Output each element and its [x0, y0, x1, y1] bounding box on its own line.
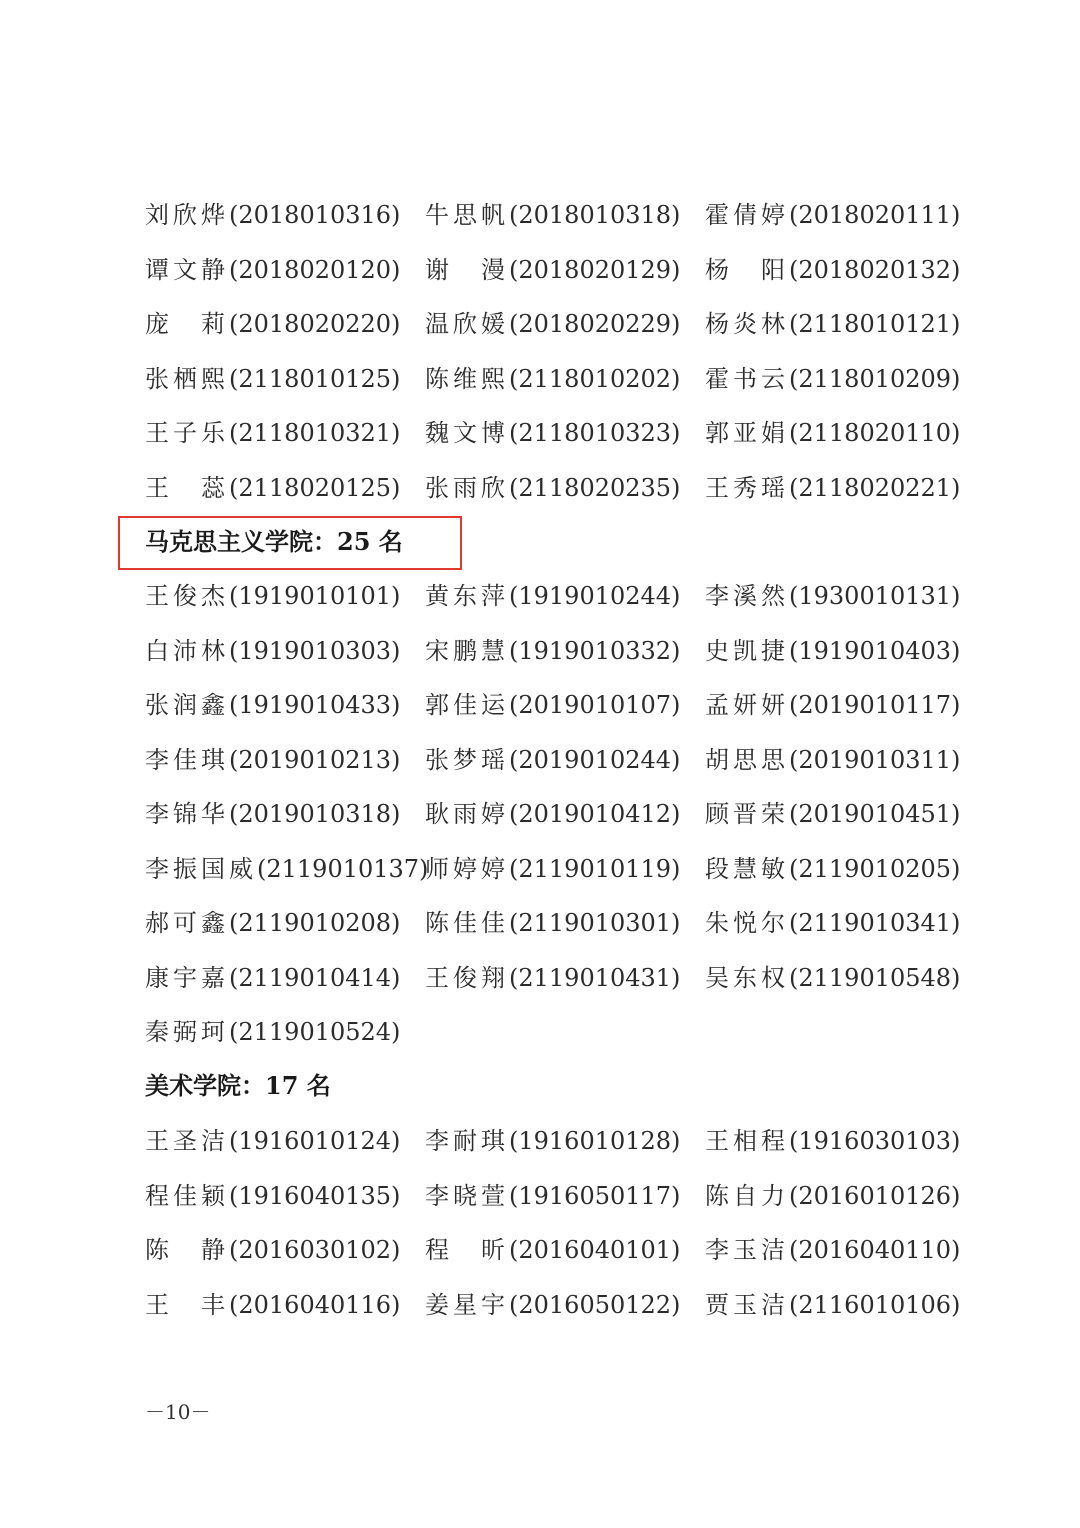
student-id: (1919010244) [509, 582, 681, 610]
student-entry [425, 896, 680, 951]
student-name: 杨 阳 [705, 255, 789, 284]
page-number: －10－ [145, 1400, 211, 1424]
student-name: 张雨欣 [425, 473, 509, 502]
student-id: (2118010125) [229, 364, 401, 393]
student-id: (2019010311) [789, 745, 961, 774]
student-id: (2019010412) [509, 800, 681, 828]
student-id: (2018020111) [789, 201, 961, 229]
student-name: 王相程 [705, 1127, 789, 1155]
student-name: 胡思思 [705, 745, 789, 774]
student-id: (2118010321) [229, 419, 401, 447]
student-entry [705, 352, 960, 407]
student-id: (2119010205) [789, 854, 961, 883]
student-name: 朱悦尔 [705, 909, 789, 937]
student-entry [705, 243, 960, 298]
student-name: 吴东权 [705, 963, 789, 992]
student-name: 王 蕊 [145, 473, 229, 502]
student-id: (2018020229) [509, 310, 681, 338]
list-row [145, 951, 961, 1006]
student-id: (1919010403) [789, 636, 961, 665]
student-entry [145, 406, 400, 461]
student-name: 霍倩婷 [705, 201, 789, 229]
student-list-art [145, 1114, 961, 1332]
student-id: (1916010128) [509, 1127, 681, 1155]
list-row [145, 569, 961, 624]
student-entry [425, 1223, 680, 1278]
student-name: 魏文博 [425, 419, 509, 447]
student-id: (2119010414) [229, 963, 401, 992]
student-entry [705, 406, 960, 461]
list-row [145, 787, 961, 842]
student-name: 李溪然 [705, 582, 789, 610]
student-id: (1919010303) [229, 636, 401, 665]
student-id: (2016030102) [229, 1236, 401, 1264]
student-name: 顾晋荣 [705, 800, 789, 828]
student-entry [425, 406, 680, 461]
student-id: (2118010323) [509, 419, 681, 447]
student-name: 李耐琪 [425, 1127, 509, 1155]
student-list-continued [145, 188, 961, 515]
student-name: 陈自力 [705, 1181, 789, 1210]
student-entry [145, 678, 400, 733]
student-entry [705, 1278, 960, 1333]
student-id: (1916050117) [509, 1181, 681, 1210]
student-id: (2116010106) [789, 1290, 961, 1319]
student-id: (1919010433) [229, 691, 401, 719]
student-name: 王俊杰 [145, 582, 229, 610]
student-name: 秦弼珂 [145, 1018, 229, 1046]
student-id: (2118010121) [789, 310, 961, 338]
student-entry [705, 896, 960, 951]
student-name: 陈 静 [145, 1236, 229, 1264]
student-entry [425, 1169, 680, 1224]
student-name: 段慧敏 [705, 854, 789, 883]
student-entry [145, 1114, 400, 1169]
student-name: 张梦瑶 [425, 745, 509, 774]
list-row [145, 1223, 961, 1278]
student-entry [145, 842, 428, 897]
student-entry [145, 733, 400, 788]
student-id: (1916010124) [229, 1127, 401, 1155]
student-id: (2118020221) [789, 473, 961, 502]
student-id: (2119010137) [257, 854, 429, 883]
student-name: 郝可鑫 [145, 909, 229, 937]
student-id: (2118020125) [229, 473, 401, 502]
student-name: 黄东萍 [425, 582, 509, 610]
student-name: 程佳颖 [145, 1181, 229, 1210]
student-id: (2118010209) [789, 364, 961, 393]
student-name: 程 昕 [425, 1236, 509, 1264]
student-name: 张栖熙 [145, 364, 229, 393]
student-entry [425, 352, 680, 407]
student-id: (2018010316) [229, 201, 401, 229]
student-name: 谢 漫 [425, 255, 509, 284]
list-row [145, 1005, 945, 1060]
student-id: (2016040101) [509, 1236, 681, 1264]
student-name: 史凯捷 [705, 636, 789, 665]
student-entry [705, 461, 960, 516]
student-entry [145, 243, 400, 298]
student-entry [705, 951, 960, 1006]
student-entry [425, 842, 680, 897]
student-name: 李振国威 [145, 854, 257, 883]
student-entry [425, 787, 680, 842]
student-name: 王秀瑶 [705, 473, 789, 502]
student-name: 陈维熙 [425, 364, 509, 393]
student-id: (2119010431) [509, 963, 681, 992]
student-id: (2019010318) [229, 800, 401, 828]
student-entry [425, 1278, 680, 1333]
student-entry [425, 188, 680, 243]
student-entry [705, 1169, 960, 1224]
student-id: (2119010208) [229, 909, 401, 937]
student-name: 王圣洁 [145, 1127, 229, 1155]
student-list-marxism [145, 569, 961, 1060]
student-entry [145, 1005, 400, 1060]
student-entry [705, 624, 960, 679]
list-row [145, 1114, 961, 1169]
student-name: 姜星宇 [425, 1290, 509, 1319]
student-entry [425, 951, 680, 1006]
student-entry [705, 188, 960, 243]
student-id: (2018010318) [509, 201, 681, 229]
student-name: 孟妍妍 [705, 691, 789, 719]
section-heading-art: 美术学院：17 名 [145, 1071, 331, 1100]
student-name: 李锦华 [145, 800, 229, 828]
student-name: 白沛林 [145, 636, 229, 665]
student-name: 宋鹏慧 [425, 636, 509, 665]
student-name: 张润鑫 [145, 691, 229, 719]
student-id: (2119010301) [509, 909, 681, 937]
student-id: (2118010202) [509, 364, 681, 393]
student-id: (2019010451) [789, 800, 961, 828]
student-name: 牛思帆 [425, 201, 509, 229]
student-name: 郭亚娟 [705, 419, 789, 447]
student-id: (2119010119) [509, 854, 681, 883]
student-entry [705, 1114, 960, 1169]
student-entry [425, 297, 680, 352]
student-id: (2118020235) [509, 473, 681, 502]
student-entry [425, 243, 680, 298]
student-id: (2016010126) [789, 1181, 961, 1210]
student-id: (2019010117) [789, 691, 961, 719]
student-id: (2018020120) [229, 255, 401, 284]
list-row [145, 624, 961, 679]
student-name: 李玉洁 [705, 1236, 789, 1264]
student-entry [145, 352, 400, 407]
student-entry [145, 896, 400, 951]
student-entry [425, 678, 680, 733]
student-name: 杨炎林 [705, 310, 789, 338]
student-entry [145, 1169, 400, 1224]
student-name: 李晓萱 [425, 1181, 509, 1210]
student-entry [145, 1223, 400, 1278]
student-id: (2019010213) [229, 745, 401, 774]
list-row [145, 678, 961, 733]
student-name: 王 丰 [145, 1290, 229, 1319]
student-id: (2119010524) [229, 1018, 401, 1046]
list-row [145, 297, 961, 352]
list-row [145, 461, 961, 516]
list-row [145, 188, 961, 243]
student-name: 温欣媛 [425, 310, 509, 338]
student-id: (1919010101) [229, 582, 401, 610]
section-heading-marxism: 马克思主义学院：25 名 [145, 527, 403, 556]
student-name: 庞 莉 [145, 310, 229, 338]
student-entry [425, 1114, 680, 1169]
list-row [145, 733, 961, 788]
student-name: 霍书云 [705, 364, 789, 393]
student-entry [145, 787, 400, 842]
student-entry [425, 461, 680, 516]
student-name: 郭佳运 [425, 691, 509, 719]
student-entry [425, 569, 680, 624]
student-id: (2018020220) [229, 310, 401, 338]
list-row [145, 352, 961, 407]
student-id: (1916040135) [229, 1181, 401, 1210]
student-entry [705, 733, 960, 788]
student-id: (1919010332) [509, 636, 681, 665]
student-id: (1916030103) [789, 1127, 961, 1155]
student-entry [705, 842, 960, 897]
student-name: 师婷婷 [425, 854, 509, 883]
student-entry [705, 569, 960, 624]
student-entry [705, 1223, 960, 1278]
student-entry [705, 297, 960, 352]
student-id: (2019010244) [509, 745, 681, 774]
list-row [145, 406, 961, 461]
student-name: 贾玉洁 [705, 1290, 789, 1319]
student-id: (2018020129) [509, 255, 681, 284]
list-row [145, 243, 961, 298]
student-entry [705, 787, 960, 842]
student-entry [425, 733, 680, 788]
student-id: (2018020132) [789, 255, 961, 284]
student-entry [145, 188, 400, 243]
student-name: 陈佳佳 [425, 909, 509, 937]
student-id: (2016050122) [509, 1290, 681, 1319]
student-name: 谭文静 [145, 255, 229, 284]
student-entry [145, 624, 400, 679]
student-entry [145, 569, 400, 624]
student-id: (1930010131) [789, 582, 961, 610]
list-row [145, 842, 961, 897]
student-entry [425, 624, 680, 679]
student-entry [145, 951, 400, 1006]
list-row [145, 1169, 961, 1224]
list-row [145, 1278, 961, 1333]
student-name: 李佳琪 [145, 745, 229, 774]
student-name: 王子乐 [145, 419, 229, 447]
student-id: (2019010107) [509, 691, 681, 719]
student-entry [145, 1278, 400, 1333]
student-name: 康宇嘉 [145, 963, 229, 992]
student-name: 刘欣烨 [145, 201, 229, 229]
student-id: (2016040110) [789, 1236, 961, 1264]
student-entry [705, 678, 960, 733]
student-entry [145, 297, 400, 352]
student-id: (2119010341) [789, 909, 961, 937]
student-id: (2016040116) [229, 1290, 401, 1319]
student-name: 耿雨婷 [425, 800, 509, 828]
student-entry [145, 461, 400, 516]
list-row [145, 896, 961, 951]
student-id: (2119010548) [789, 963, 961, 992]
student-name: 王俊翔 [425, 963, 509, 992]
student-id: (2118020110) [789, 419, 961, 447]
